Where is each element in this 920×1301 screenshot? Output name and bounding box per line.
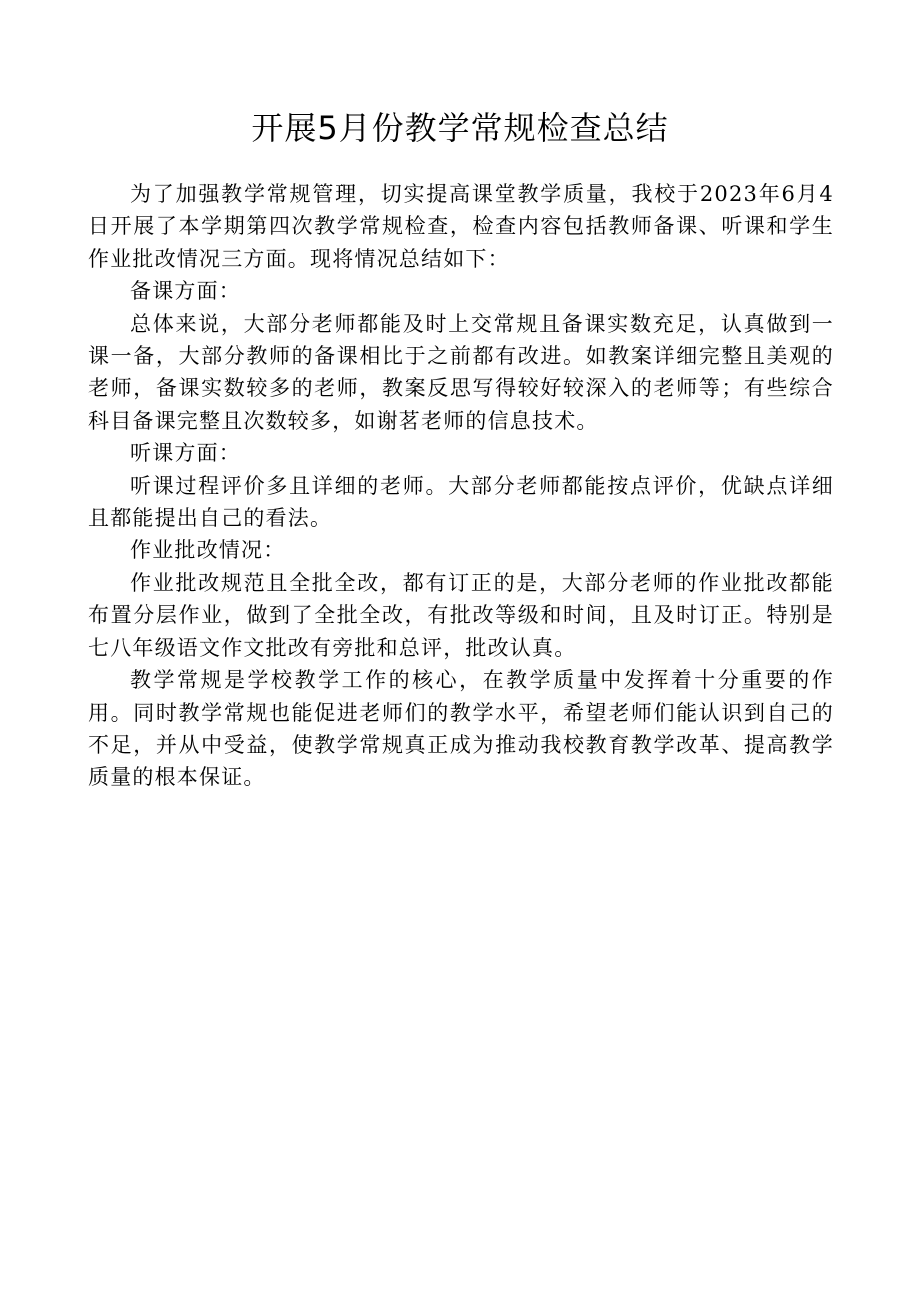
intro-paragraph: 为了加强教学常规管理，切实提高课堂教学质量，我校于2023年6月4日开展了本学期第四次教学常规检查，检查内容包括教师备课、听课和学生作业批改情况三方面。现将情况总结如下：	[88, 182, 834, 271]
lesson-prep-paragraph: 总体来说，大部分老师都能及时上交常规且备课实数充足，认真做到一课一备，大部分教师的备课相比于之前都有改进。如教案详细完整且美观的老师，备课实数较多的老师，教案反思写得较好较深入的老师等；有些综合科目备课完整且次数较多，如谢茗老师的信息技术。	[88, 311, 834, 433]
lesson-observation-paragraph: 听课过程评价多且详细的老师。大部分老师都能按点评价，优缺点详细且都能提出自己的看法。	[88, 473, 834, 531]
section-heading-lesson-observation: 听课方面：	[130, 441, 241, 466]
homework-grading-paragraph: 作业批改规范且全批全改，都有订正的是，大部分老师的作业批改都能布置分层作业，做到了全批全改，有批改等级和时间，且及时订正。特别是七八年级语文作文批改有旁批和总评，批改认真。	[88, 570, 834, 660]
document-body	[88, 178, 834, 794]
section-heading-lesson-prep: 备课方面：	[130, 279, 241, 304]
document-title: 开展5月份教学常规检查总结	[251, 109, 669, 147]
section-heading-homework-grading: 作业批改情况：	[130, 538, 286, 563]
conclusion-paragraph: 教学常规是学校教学工作的核心，在教学质量中发挥着十分重要的作用。同时教学常规也能促进老师们的教学水平，希望老师们能认识到自己的不足，并从中受益，使教学常规真正成为推动我校教育教学改革、提高教学质量的根本保证。	[88, 668, 834, 790]
